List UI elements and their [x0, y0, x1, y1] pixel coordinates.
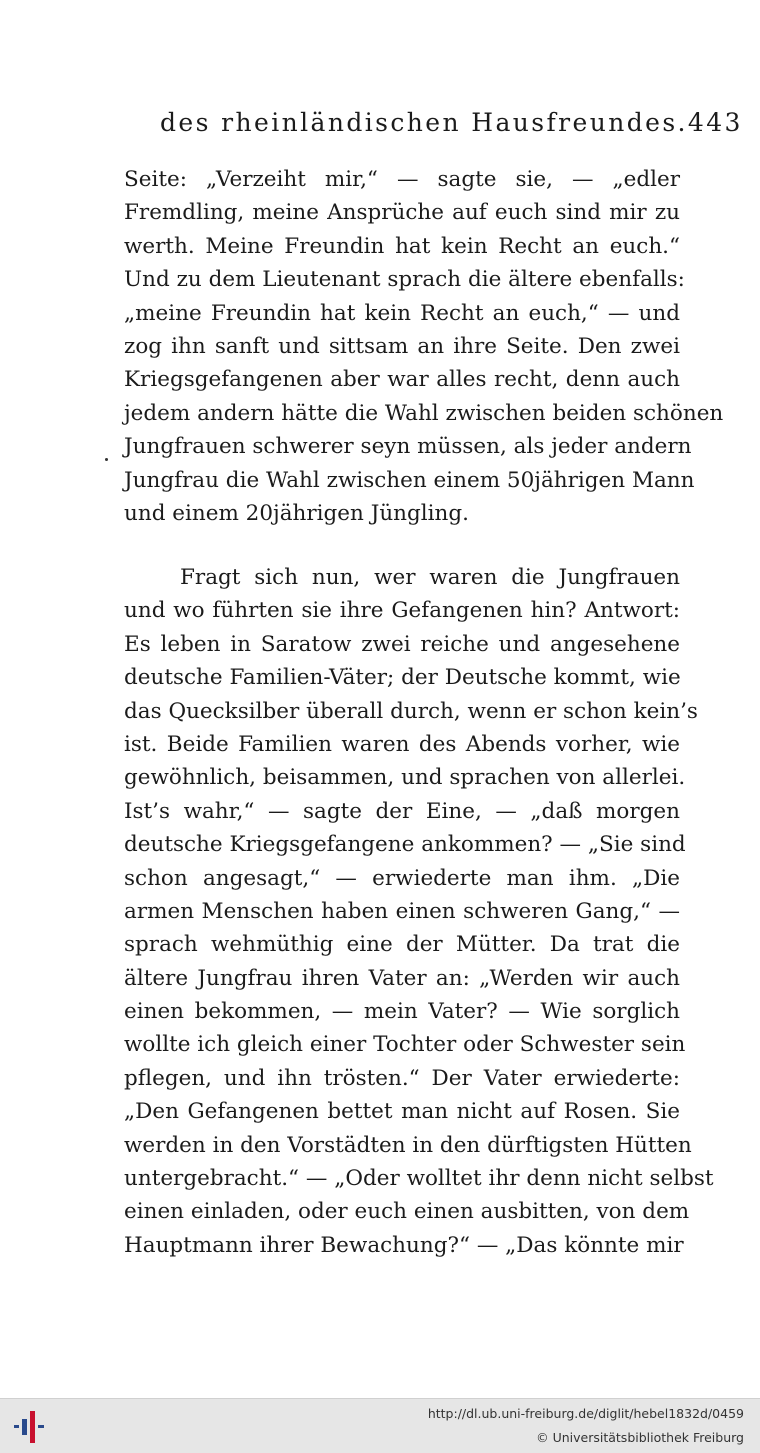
text-line: einen einladen, oder euch einen ausbitten, von dem	[124, 1199, 690, 1225]
text-line: armen Menschen haben einen schweren Gang,“ —	[124, 898, 680, 924]
text-line: Es leben in Saratow zwei reiche und angesehene	[124, 631, 680, 657]
copyright-notice: © Universitätsbibliothek Freiburg	[536, 1430, 744, 1445]
text-line: Seite: „Verzeiht mir,“ — sagte sie, — „edler	[124, 167, 680, 192]
text-line: Fremdling, meine Ansprüche auf euch sind mir zu	[124, 200, 680, 226]
running-head-title: des rheinländischen Hausfreundes.	[160, 108, 688, 137]
text-line: und wo führten sie ihre Gefangenen hin? Antwort:	[124, 598, 680, 624]
text-line: ist. Beide Familien waren des Abends vorher, wie	[124, 731, 680, 757]
paragraph-1	[124, 163, 724, 530]
text-line: zog ihn sanft und sittsam an ihre Seite. Den zwei	[124, 333, 680, 359]
text-line: und einem 20jährigen Jüngling.	[124, 500, 469, 526]
text-line: werth. Meine Freundin hat kein Recht an euch.“	[124, 233, 680, 259]
running-head	[160, 108, 743, 137]
text-line: pflegen, und ihn trösten.“ Der Vater erwiederte:	[124, 1065, 680, 1091]
text-line: Jungfrauen schwerer seyn müssen, als jeder andern	[124, 434, 692, 460]
permalink-url[interactable]: http://dl.ub.uni-freiburg.de/diglit/hebel1832d/0459	[427, 1406, 744, 1421]
margin-mark	[105, 458, 108, 461]
viewer-footer	[0, 1398, 760, 1453]
text-line: schon angesagt,“ — erwiederte man ihm. „Die	[124, 865, 680, 891]
text-line: Ist’s wahr,“ — sagte der Eine, — „daß morgen	[124, 798, 680, 824]
text-line: Jungfrau die Wahl zwischen einem 50jährigen Mann	[124, 467, 695, 493]
text-line: „meine Freundin hat kein Recht an euch,“ — und	[124, 300, 680, 326]
text-line: „Den Gefangenen bettet man nicht auf Rosen. Sie	[124, 1099, 680, 1125]
text-line: werden in den Vorstädten in den dürftigsten Hütten	[124, 1132, 692, 1158]
text-line: sprach wehmüthig eine der Mütter. Da trat die	[124, 932, 680, 958]
text-line: Und zu dem Lieutenant sprach die ältere ebenfalls:	[124, 267, 685, 293]
text-line: Kriegsgefangenen aber war alles recht, denn auch	[124, 367, 680, 393]
text-line: einen bekommen, — mein Vater? — Wie sorglich	[124, 999, 680, 1025]
text-line: deutsche Kriegsgefangene ankommen? — „Sie sind	[124, 832, 686, 858]
text-line: untergebracht.“ — „Oder wolltet ihr denn nicht selbst	[124, 1166, 714, 1192]
text-line: ältere Jungfrau ihren Vater an: „Werden wir auch	[124, 965, 680, 991]
text-line: deutsche Familien-Väter; der Deutsche kommt, wie	[124, 665, 681, 691]
text-line: das Quecksilber überall durch, wenn er schon kein’s	[124, 698, 698, 724]
ub-freiburg-logo-icon[interactable]	[12, 1407, 48, 1447]
paragraph-2	[124, 561, 714, 1262]
text-line: jedem andern hätte die Wahl zwischen beiden schönen	[124, 400, 724, 426]
page-number: 443	[687, 108, 743, 137]
text-line: Hauptmann ihrer Bewachung?“ — „Das könnte mir	[124, 1232, 684, 1258]
text-line: wollte ich gleich einer Tochter oder Schwester sein	[124, 1032, 686, 1058]
text-line: gewöhnlich, beisammen, und sprachen von allerlei.	[124, 765, 686, 791]
text-line: Fragt sich nun, wer waren die Jungfrauen	[180, 565, 680, 590]
